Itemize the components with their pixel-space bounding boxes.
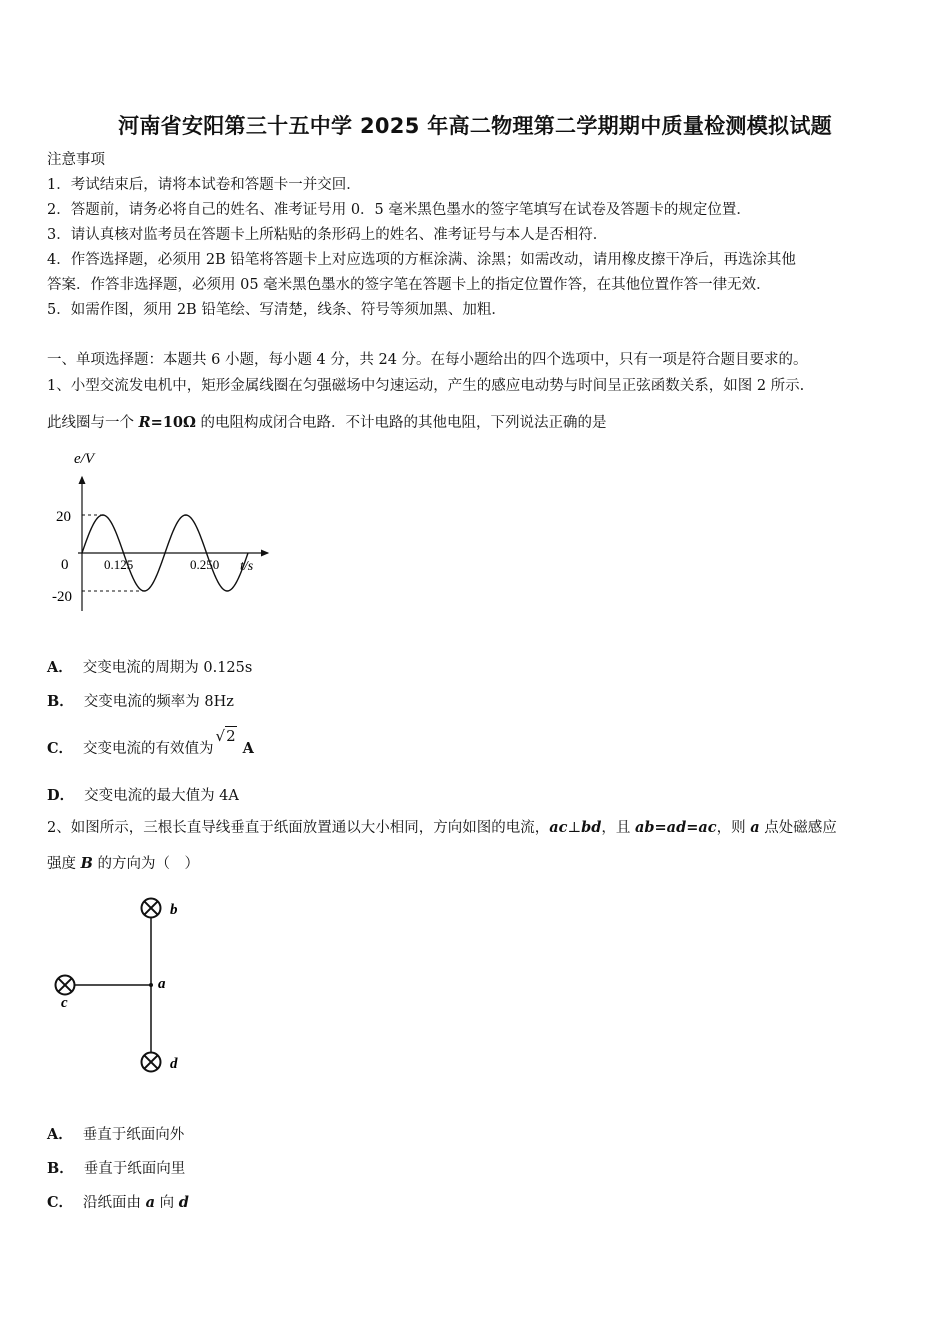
notice-item: 3．请认真核对监考员在答题卡上所粘贴的条形码上的姓名、准考证号与本人是否相符． bbox=[47, 227, 608, 243]
q1-stem-line2: 此线圈与一个 R=10Ω 的电阻构成闭合电路．不计电路的其他电阻，下列说法正确的是 bbox=[47, 414, 607, 431]
q2-stem-line2: 强度 B 的方向为（ ） bbox=[47, 855, 199, 872]
label-b: b bbox=[170, 902, 178, 918]
notice-heading: 注意事项 bbox=[47, 152, 105, 168]
notice-item: 1．考试结束后，请将本试卷和答题卡一并交回． bbox=[47, 177, 361, 193]
y-tick-label: 20 bbox=[56, 509, 71, 525]
q2-stem-line1: 2、如图所示，三根长直导线垂直于纸面放置通以大小相同，方向如图的电流，ac⊥bd，且 ab=ad=ac，则 a 点处磁感应 bbox=[47, 819, 837, 836]
label-a: a bbox=[158, 976, 166, 992]
q1-option-d: D． 交变电流的最大值为 4A bbox=[47, 787, 239, 804]
x-axis-label: t/s bbox=[240, 559, 254, 574]
q2-option-c: C． 沿纸面由 a 向 d bbox=[47, 1194, 189, 1211]
notice-item: 5．如需作图，须用 2B 铅笔绘、写清楚，线条、符号等须加黑、加粗． bbox=[47, 302, 506, 318]
notice-item: 2．答题前，请务必将自己的姓名、准考证号用 0．5 毫米黑色墨水的签字笔填写在试卷及答题卡的规定位置． bbox=[47, 202, 751, 218]
y-axis-label: e/V bbox=[74, 451, 94, 467]
y-tick-label: 0 bbox=[61, 557, 69, 573]
point-a bbox=[149, 983, 153, 987]
label-d: d bbox=[170, 1056, 178, 1072]
x-tick-label: 0.125 bbox=[104, 557, 134, 572]
page-title: 河南省安阳第三十五中学 2025 年高二物理第二学期期中质量检测模拟试题 bbox=[118, 114, 832, 138]
notice-item: 4．作答选择题，必须用 2B 铅笔将答题卡上对应选项的方框涂满、涂黑；如需改动，请用橡皮擦干净后，再选涂其他 bbox=[47, 252, 796, 268]
wire-diagram bbox=[48, 892, 198, 1082]
emf-time-chart bbox=[44, 445, 276, 615]
wire-c-into-page-icon bbox=[56, 976, 75, 995]
sqrt-symbol: √2 bbox=[215, 727, 236, 745]
x-tick-label: 0.250 bbox=[190, 557, 220, 572]
q1-option-c: C． 交变电流的有效值为√2A bbox=[47, 727, 254, 757]
q1-stem-line1: 1、小型交流发电机中，矩形金属线圈在匀强磁场中匀速运动，产生的感应电动势与时间呈正弦函数关系，如图 2 所示. bbox=[47, 378, 805, 394]
q1-option-b: B． 交变电流的频率为 8Hz bbox=[47, 693, 234, 710]
q2-option-a: A． 垂直于纸面向外 bbox=[47, 1126, 185, 1143]
y-tick-label: -20 bbox=[52, 589, 72, 605]
wire-b-into-page-icon bbox=[142, 899, 161, 918]
q2-option-b: B． 垂直于纸面向里 bbox=[47, 1160, 186, 1177]
label-c: c bbox=[61, 995, 68, 1011]
section-heading: 一、单项选择题：本题共 6 小题，每小题 4 分，共 24 分。在每小题给出的四个选项中，只有一项是符合题目要求的。 bbox=[47, 352, 808, 368]
wire-d-into-page-icon bbox=[142, 1053, 161, 1072]
q1-option-a: A． 交变电流的周期为 0.125s bbox=[47, 659, 253, 676]
notice-item: 答案．作答非选择题，必须用 05 毫米黑色墨水的签字笔在答题卡上的指定位置作答，在其他位置作答一律无效． bbox=[47, 277, 771, 293]
